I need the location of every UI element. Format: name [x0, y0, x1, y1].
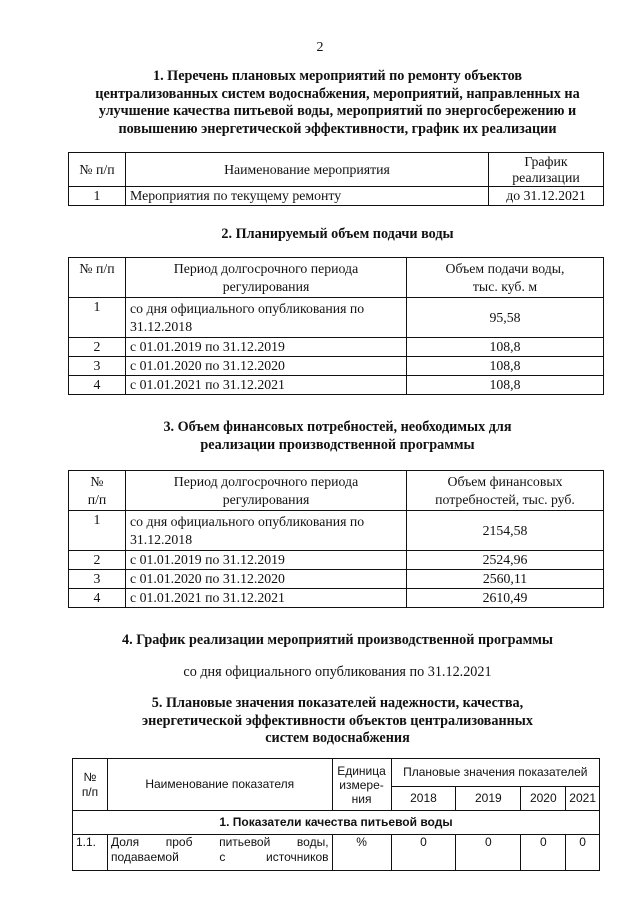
cell-num: 3: [69, 570, 126, 589]
header-year: 2020: [521, 787, 566, 811]
section4-title: 4. График реализации мероприятий производственной программы: [122, 632, 553, 648]
header-indicator-name: Наименование показателя: [107, 759, 332, 811]
section1-title-line: централизованных систем водоснабжения, мероприятий, направленных на: [95, 85, 580, 102]
cell-value: 2560,11: [407, 570, 604, 589]
cell-schedule: до 31.12.2021: [489, 187, 604, 206]
cell-indicator-name-line: подаваемой с источников: [110, 850, 329, 864]
section1-title-line: 1. Перечень плановых мероприятий по ремонту объектов: [152, 68, 523, 84]
cell-value: 108,8: [407, 357, 604, 376]
section3-title-line: реализации производственной программы: [200, 436, 475, 453]
table-row: [69, 357, 604, 376]
header-num: № п/п: [69, 258, 126, 298]
section3-title-line: 3. Объем финансовых потребностей, необходимых для: [163, 419, 512, 435]
cell-period-line: со дня официального опубликования по: [130, 300, 365, 316]
header-planned-values: Плановые значения показателей: [391, 759, 599, 787]
table-row: [69, 570, 604, 589]
cell-value: 2154,58: [407, 511, 604, 551]
header-num: № п/п: [69, 153, 126, 187]
header-period-line: регулирования: [222, 491, 310, 507]
header-year: 2018: [391, 787, 456, 811]
cell-period-line: 31.12.2018: [130, 531, 193, 547]
cell-num: 1.1.: [73, 835, 108, 871]
cell-period: [126, 511, 407, 551]
header-period: [126, 258, 407, 298]
cell-num: 4: [69, 376, 126, 395]
header-period-line: регулирования: [222, 278, 310, 294]
header-volume: [407, 258, 604, 298]
cell-value: 95,58: [407, 298, 604, 338]
header-financial-line: Объем финансовых: [447, 473, 563, 489]
section5-title: [40, 695, 635, 748]
header-year: 2021: [566, 787, 600, 811]
header-volume-line: Объем подачи воды,: [445, 260, 565, 276]
cell-value: 2610,49: [407, 589, 604, 608]
cell-num: 1: [69, 298, 126, 338]
header-financial-line: потребностей, тыс. руб.: [435, 491, 575, 507]
cell-num: 1: [69, 511, 126, 551]
section1-title-line: улучшение качества питьевой воды, мероприятий по энергосбережению и: [98, 103, 577, 119]
table-financial-needs: [68, 470, 604, 608]
header-measure-name: Наименование мероприятия: [126, 153, 489, 187]
header-unit-line: измере-: [339, 777, 384, 792]
header-period: [126, 471, 407, 511]
section5-title-line: энергетической эффективности объектов централизованных: [142, 712, 533, 729]
header-unit-line: Единица: [337, 763, 386, 778]
table-row: [69, 338, 604, 357]
cell-value: 2524,96: [407, 551, 604, 570]
cell-period: с 01.01.2019 по 31.12.2019: [126, 338, 407, 357]
subheader-water-quality: 1. Показатели качества питьевой воды: [73, 811, 600, 835]
cell-value: 108,8: [407, 376, 604, 395]
cell-period: с 01.01.2021 по 31.12.2021: [126, 376, 407, 395]
section1-title: [40, 68, 635, 138]
cell-unit: %: [332, 835, 391, 871]
cell-num: 4: [69, 589, 126, 608]
section1-title-line: повышению энергетической эффективности, график их реализации: [118, 120, 557, 137]
section2-title: 2. Планируемый объем подачи воды: [221, 226, 454, 242]
header-period-line: Период долгосрочного периода: [173, 260, 359, 276]
cell-num: 1: [69, 187, 126, 206]
table-row: [69, 187, 604, 206]
header-schedule-line: График: [524, 153, 568, 169]
table-water-supply: [68, 257, 604, 395]
cell-value: 0: [521, 835, 566, 871]
table-row: [69, 551, 604, 570]
header-num-line: п/п: [81, 784, 99, 799]
header-schedule-line: реализации: [512, 169, 580, 185]
cell-indicator-name-line: Доля проб питьевой воды,: [110, 835, 329, 849]
cell-period: с 01.01.2020 по 31.12.2020: [126, 357, 407, 376]
section5-title-line: систем водоснабжения: [265, 730, 410, 746]
section4-text: со дня официального опубликования по 31.12.2021: [183, 664, 492, 680]
header-financial: [407, 471, 604, 511]
section5-title-line: 5. Плановые значения показателей надежности, качества,: [151, 695, 524, 711]
cell-num: 3: [69, 357, 126, 376]
cell-value: 0: [391, 835, 456, 871]
cell-value: 0: [456, 835, 521, 871]
cell-num: 2: [69, 338, 126, 357]
table-row: [73, 835, 600, 871]
cell-period: [126, 298, 407, 338]
header-num: [69, 471, 126, 511]
cell-num: 2: [69, 551, 126, 570]
table-row: [69, 298, 604, 338]
cell-indicator-name: [107, 835, 332, 871]
header-num: [73, 759, 108, 811]
header-year: 2019: [456, 787, 521, 811]
cell-period: с 01.01.2021 по 31.12.2021: [126, 589, 407, 608]
header-schedule: [489, 153, 604, 187]
cell-value: 108,8: [407, 338, 604, 357]
page-number: 2: [316, 40, 324, 55]
cell-period-line: со дня официального опубликования по: [130, 513, 365, 529]
header-num-line: №: [83, 769, 97, 784]
cell-period-line: 31.12.2018: [130, 318, 193, 334]
table-row: [69, 589, 604, 608]
header-num-line: п/п: [87, 491, 107, 507]
cell-period: с 01.01.2019 по 31.12.2019: [126, 551, 407, 570]
table-row: [69, 376, 604, 395]
table-indicators: [72, 758, 600, 871]
header-period-line: Период долгосрочного периода: [173, 473, 359, 489]
table-measures: [68, 152, 604, 206]
cell-value: 0: [566, 835, 600, 871]
header-volume-line: тыс. куб. м: [472, 278, 538, 294]
header-unit-line: ния: [351, 791, 372, 806]
section3-title: [40, 419, 635, 454]
header-num-line: №: [90, 473, 104, 489]
cell-period: с 01.01.2020 по 31.12.2020: [126, 570, 407, 589]
header-unit: [332, 759, 391, 811]
table-row: [69, 511, 604, 551]
cell-measure-name: Мероприятия по текущему ремонту: [126, 187, 489, 206]
